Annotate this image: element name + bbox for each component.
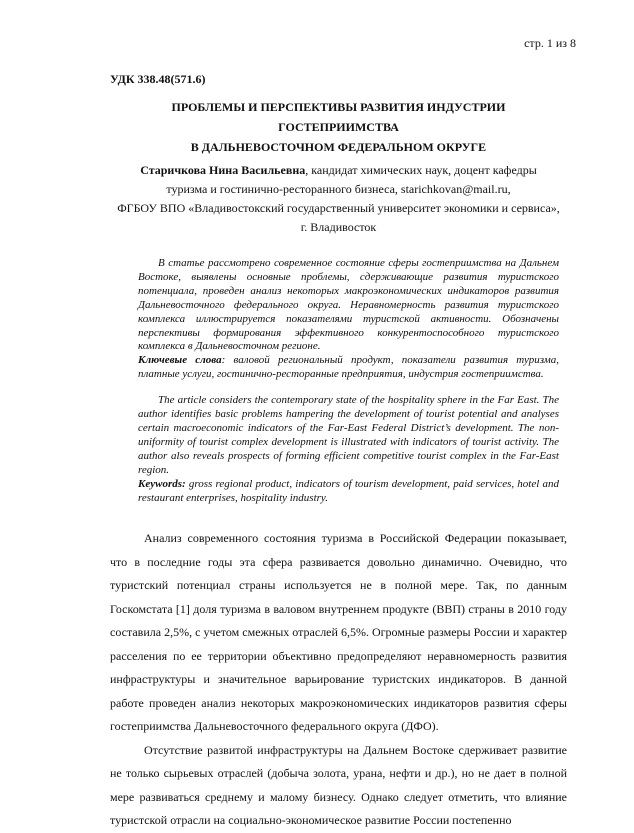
keywords-ru-label: Ключевые слова	[138, 354, 222, 367]
article-title-line-2: В ДАЛЬНЕВОСТОЧНОМ ФЕДЕРАЛЬНОМ ОКРУГЕ	[190, 140, 487, 154]
article-body	[110, 527, 567, 833]
author-info	[110, 161, 567, 237]
author-department: туризма и гостинично-ресторанного бизнеса, starichkovan@mail.ru,	[166, 182, 511, 196]
udc-code: УДК 338.48(571.6)	[110, 72, 206, 86]
abstract-en-text: The article considers the contemporary state of the hospitality sphere in the Far East. The author identifies basic problems hampering the development of tourist potential and analyses certain macroeconomic indicators of the Far-East Federal District’s development. The non-uniformity of tourist complex development is illustrated with indicators of tourist activity. The author also reveals prospects of forming efficient competitive tourist complex in the Far-East region.	[138, 394, 559, 476]
keywords-ru	[138, 354, 559, 382]
author-line	[110, 161, 567, 180]
article-title-line-1: ПРОБЛЕМЫ И ПЕРСПЕКТИВЫ РАЗВИТИЯ ИНДУСТРИИ ГОСТЕПРИИМСТВА	[171, 100, 506, 134]
keywords-en	[138, 478, 559, 506]
author-organization: ФГБОУ ВПО «Владивостокский государственный университет экономики и сервиса»,	[117, 201, 560, 215]
keywords-en-list: gross regional product, indicators of tourism development, paid services, hotel and restaurant enterprises, hospitality industry.	[138, 477, 559, 504]
author-city: г. Владивосток	[300, 220, 377, 234]
abstract-ru-text: В статье рассмотрено современное состояние сферы гостеприимства на Дальнем Востоке, выявлены основные проблемы, сдерживающие развития туристского потенциала, проведен анализ некоторых макроэкономических индикаторов развития Дальневосточного федерального округа. Неравномерность развития туристского комплекса иллюстрируется показателями туристской активности. Обозначены перспективы формирования эффективного конкурентоспособного туристского комплекса в Дальневосточном регионе.	[138, 257, 559, 353]
author-position: , кандидат химических наук, доцент кафедры	[305, 163, 537, 177]
author-name: Старичкова Нина Васильевна	[140, 163, 306, 177]
keywords-en-label: Keywords:	[138, 477, 186, 490]
abstract-english	[110, 394, 567, 505]
document-body	[110, 72, 567, 833]
page-number: стр. 1 из 8	[524, 36, 576, 50]
abstract-russian	[110, 257, 567, 382]
body-paragraph-2: Отсутствие развитой инфраструктуры на Дальнем Востоке сдерживает развитие не только сырьевых отраслей (добыча золота, урана, нефти и др.), но не дает в полной мере развиваться среднему и малому бизнесу. Однако следует отметить, что влияние туристской отрасли на социально-экономическое развитие России постепенно	[110, 742, 567, 828]
body-paragraph-1: Анализ современного состояния туризма в Российской Федерации показывает, что в последние годы эта сфера развивается довольно динамично. Очевидно, что туристский потенциал страны используется не в полной мере. Так, по данным Госкомстата [1] доля туризма в валовом внутреннем продукте (ВВП) страны в 2010 году составила 2,5%, с учетом смежных отраслей 6,5%. Огромные размеры России и характер расселения по ее территории объективно предопределяют неравномерность развития инфраструктуры и значительное варьирование туристских индикаторов. В данной работе проведен анализ некоторых макроэкономических индикаторов развития сферы гостеприимства Дальневосточного федерального округа (ДФО).	[110, 531, 567, 734]
keywords-ru-list: : валовой региональный продукт, показатели развития туризма, платные услуги, гостинично-ресторанные предприятия, индустрия гостеприимства.	[138, 354, 559, 381]
